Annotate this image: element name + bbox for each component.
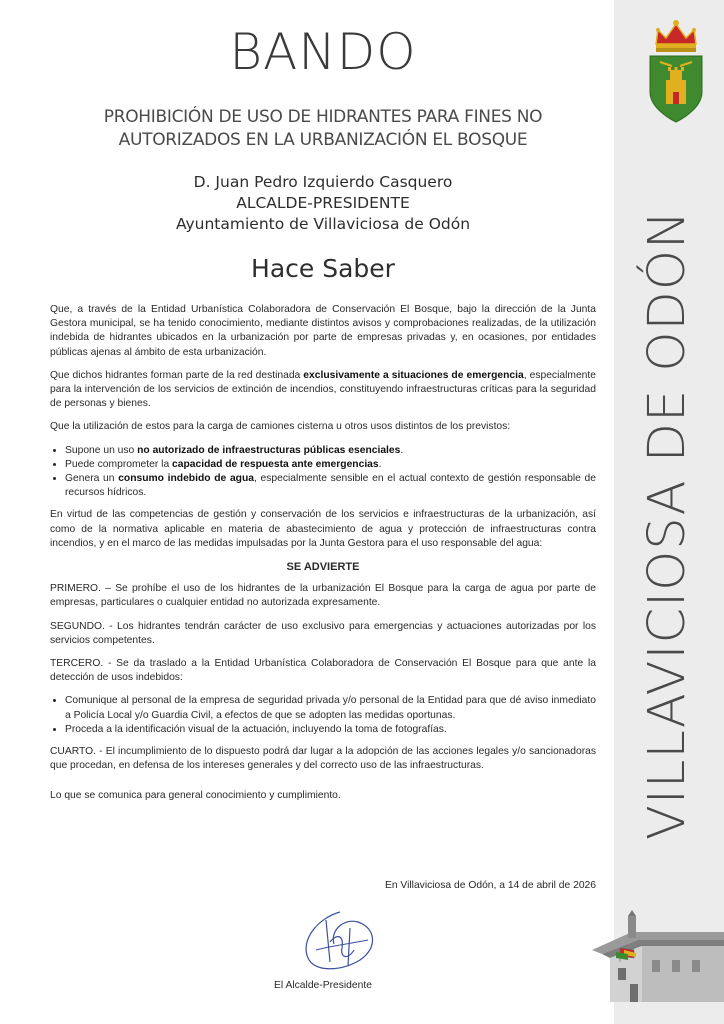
vertical-town-name: VILLAVICIOSA DE ODÓN <box>638 209 697 840</box>
list-item-text: . <box>378 458 382 470</box>
tercero-list <box>50 694 596 737</box>
list-item: • Proceda a la identificación visual de la actuación, incluyendo la toma de fotografías. <box>65 723 596 737</box>
se-advierte-heading: SE ADVIERTE <box>286 561 360 574</box>
official-role: ALCALDE-PRESIDENTE <box>236 194 410 212</box>
consequences-list <box>50 444 596 501</box>
list-item <box>65 472 596 500</box>
coat-of-arms-icon <box>646 18 706 126</box>
list-item-text: , especialmente sensible en el actual contexto de gestión responsable de recursos hídricos. <box>65 473 596 499</box>
official-block <box>50 172 596 235</box>
page-title: BANDO <box>229 23 417 81</box>
official-entity: Ayuntamiento de Villaviciosa de Odón <box>175 215 471 233</box>
article-tercero: TERCERO. - Se da traslado a la Entidad Urbanística Colaboradora de Conservación El Bosque para que ante la detección de usos indebidos: <box>50 658 596 684</box>
list-item-text: Genera un <box>65 473 119 485</box>
list-item-emphasis: consumo indebido de agua <box>118 473 254 485</box>
list-item: • Comunique al personal de la empresa de seguridad privada y/o personal de la Entidad para que dé aviso inmediato a Policía Local y/o Guardia Civil, a efectos de que se adopten las medidas oportunas. <box>65 694 596 722</box>
paragraph-1: Que, a través de la Entidad Urbanística Colaboradora de Conservación El Bosque, bajo la dirección de la Junta Gestora municipal, se ha tenido conocimiento, mediante distintos avisos y comprobaciones realizadas, de la utilización indebida de hidrantes ubicados en la urbanización por parte de empresas privadas y, en ocasiones, por entidades públicas ajenas al ámbito de esta urbanización. <box>50 304 596 358</box>
list-item-text: Puede comprometer la <box>65 458 173 470</box>
hace-saber-heading: Hace Saber <box>251 254 395 283</box>
article-cuarto: CUARTO. - El incumplimiento de lo dispuesto podrá dar lugar a la adopción de las acciones legales y/o sancionadoras que procedan, en defensa de los intereses generales y del correcto uso de las infraestructuras. <box>50 746 596 772</box>
signature-label: El Alcalde-Presidente <box>274 980 372 991</box>
paragraph-2 <box>50 369 596 412</box>
paragraph-2-text-a: Que dichos hidrantes forman parte de la red destinada <box>50 369 304 381</box>
list-item <box>65 458 596 472</box>
paragraph-2-emphasis: exclusivamente a situaciones de emergencia <box>303 369 524 381</box>
document-content <box>50 0 596 1024</box>
article-segundo: SEGUNDO. - Los hidrantes tendrán carácter de uso exclusivo para emergencias y actuaciones autorizadas por los servicios competentes. <box>50 620 596 646</box>
list-item <box>65 444 596 458</box>
paragraph-2-text-c: , especialmente para la intervención de los servicios de extinción de incendios, constituyendo infraestructuras críticas para la seguridad de personas y bienes. <box>50 369 596 410</box>
subtitle-line-2: AUTORIZADOS EN LA URBANIZACIÓN EL BOSQUE <box>118 130 528 150</box>
list-item-text: Supone un uso <box>65 444 138 456</box>
closing-line: Lo que se comunica para general conocimiento y cumplimiento. <box>50 790 341 802</box>
list-item-emphasis: capacidad de respuesta ante emergencias <box>172 458 379 470</box>
document-body <box>50 303 596 813</box>
town-hall-icon <box>588 910 724 1002</box>
list-item-text: . <box>400 444 404 456</box>
subtitle <box>50 106 596 152</box>
paragraph-4: En virtud de las competencias de gestión y conservación de los servicios e infraestructuras de la urbanización, así como de la normativa aplicable en materia de abastecimiento de agua y protección de infraestructuras contra incendios, y en el marco de las medidas impulsadas por la Junta Gestora para el uso responsable del agua: <box>50 509 596 549</box>
list-item-emphasis: no autorizado de infraestructuras públicas esenciales <box>137 444 401 456</box>
article-primero: PRIMERO. – Se prohíbe el uso de los hidrantes de la urbanización El Bosque para la carga de agua por parte de empresas, particulares o cualquier entidad no autorizada expresamente. <box>50 583 596 609</box>
official-name: D. Juan Pedro Izquierdo Casquero <box>193 173 453 191</box>
document-date: En Villaviciosa de Odón, a 14 de abril de 2026 <box>384 880 596 891</box>
signature-image <box>278 900 398 980</box>
subtitle-line-1: PROHIBICIÓN DE USO DE HIDRANTES PARA FINES NO <box>103 107 543 127</box>
paragraph-3: Que la utilización de estos para la carga de camiones cisterna u otros usos distintos de los previstos: <box>50 421 511 433</box>
